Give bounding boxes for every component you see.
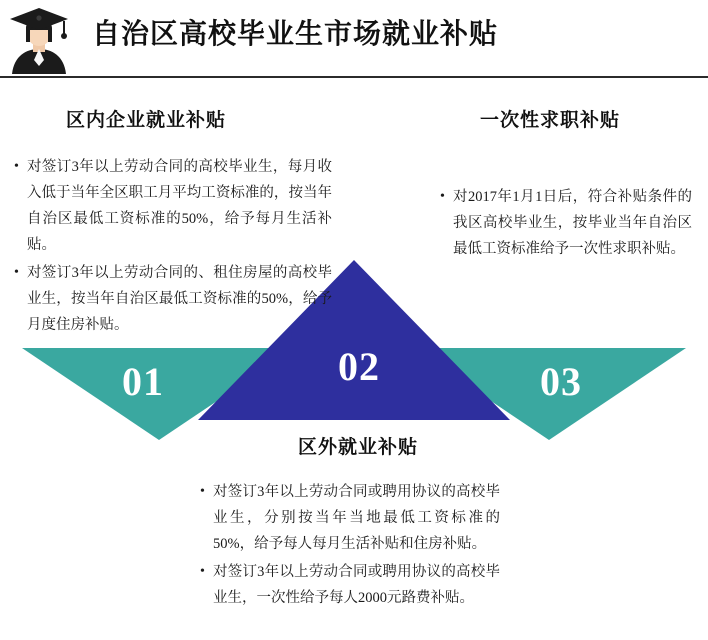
triangle-number-01: 01 [122, 359, 164, 404]
list-item: • 对签订3年以上劳动合同或聘用协议的高校毕业生，一次性给予每人2000元路费补贴。 [200, 559, 500, 611]
list-item: • 对2017年1月1日后，符合补贴条件的我区高校毕业生，按毕业当年自治区最低工资标准给予一次性求职补贴。 [440, 184, 692, 262]
page-title: 自治区高校毕业生市场就业补贴 [92, 19, 499, 50]
section-bullets-02 [200, 479, 500, 611]
graduate-avatar-icon [6, 4, 72, 74]
section-bullets-03 [440, 184, 692, 262]
section-title-03: 一次性求职补贴 [480, 110, 621, 131]
section-block-03 [440, 105, 696, 264]
header [0, 0, 708, 78]
triangle-number-02: 02 [338, 344, 380, 389]
triangle-number-03: 03 [540, 359, 582, 404]
section-title-02: 区外就业补贴 [298, 437, 419, 458]
section-block-01 [14, 105, 334, 340]
list-item: • 对签订3年以上劳动合同或聘用协议的高校毕业生，分别按当年当地最低工资标准的50%，给予每人每月生活补贴和住房补贴。 [200, 479, 500, 557]
list-item: • 对签订3年以上劳动合同的、租住房屋的高校毕业生，按当年自治区最低工资标准的50%，给予月度住房补贴。 [14, 260, 332, 338]
section-block-02 [200, 432, 500, 613]
section-bullets-01 [14, 154, 332, 338]
section-title-01: 区内企业就业补贴 [66, 110, 227, 131]
list-item: • 对签订3年以上劳动合同的高校毕业生，每月收入低于当年全区职工月平均工资标准的，按当年自治区最低工资标准的50%，给予每月生活补贴。 [14, 154, 332, 258]
header-divider [0, 76, 708, 78]
